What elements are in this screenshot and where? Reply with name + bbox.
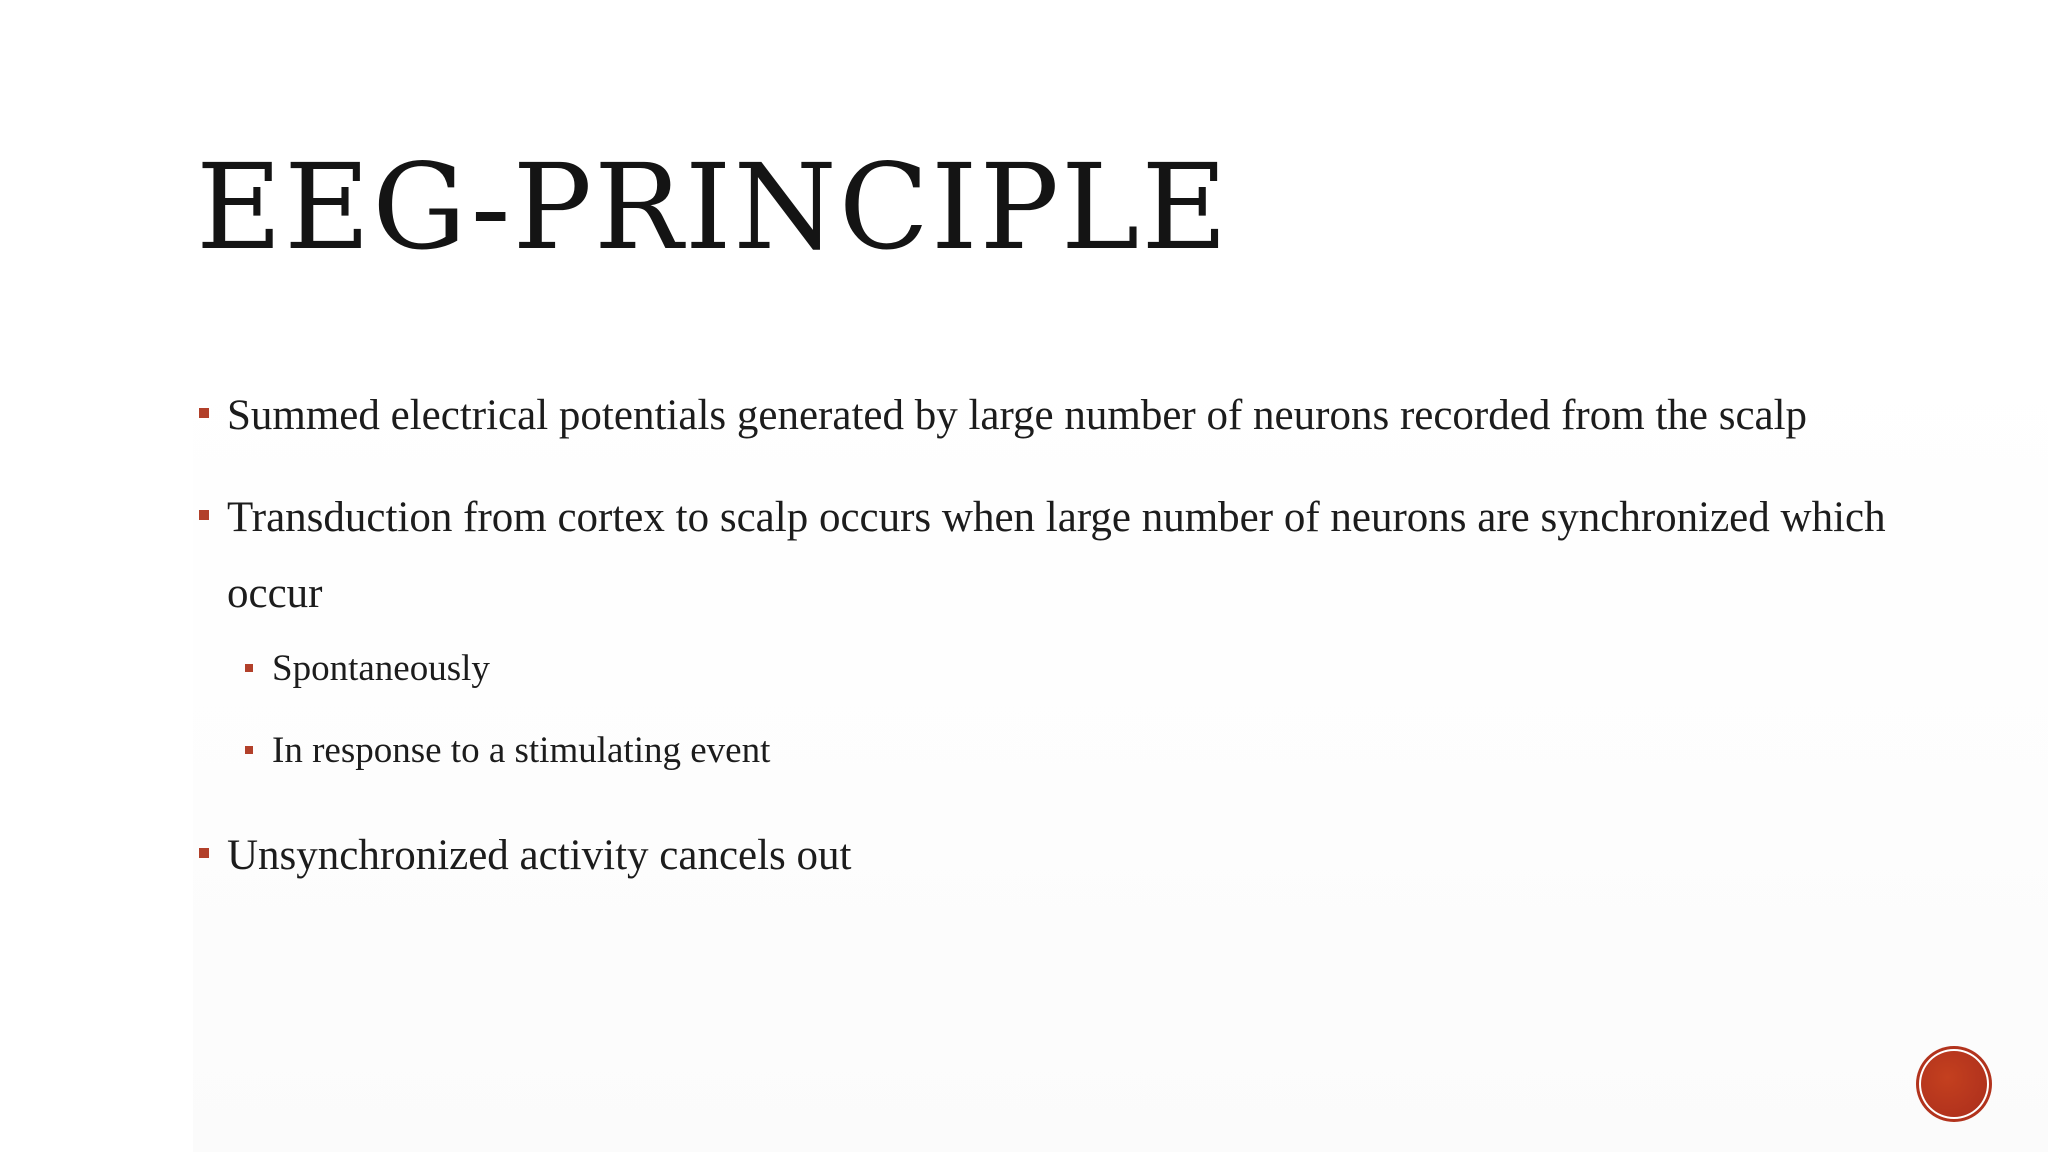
square-bullet-icon	[245, 746, 253, 754]
sub-bullet-item	[196, 710, 1896, 792]
square-bullet-icon	[245, 664, 253, 672]
square-bullet-icon	[199, 848, 209, 858]
bullet-item	[196, 480, 1896, 792]
sub-bullet-list	[227, 628, 1896, 792]
sub-bullet-text: Spontaneously	[272, 648, 490, 689]
bullet-list	[196, 378, 1896, 920]
bullet-text: Unsynchronized activity cancels out	[227, 832, 852, 879]
sub-bullet-item	[196, 628, 1896, 710]
red-circle-icon	[1916, 1046, 1992, 1122]
bullet-item	[196, 818, 1896, 894]
bullet-text: Summed electrical potentials generated by large number of neurons recorded from the scalp	[227, 392, 1808, 439]
sub-bullet-text: In response to a stimulating event	[272, 730, 771, 771]
slide-title: EEG-PRINCIPLE	[196, 138, 1230, 276]
bullet-text: Transduction from cortex to scalp occurs when large number of neurons are synchronized which occur	[227, 494, 1886, 617]
square-bullet-icon	[199, 510, 209, 520]
red-circle-fill	[1921, 1051, 1987, 1117]
bullet-item	[196, 378, 1896, 454]
square-bullet-icon	[199, 408, 209, 418]
